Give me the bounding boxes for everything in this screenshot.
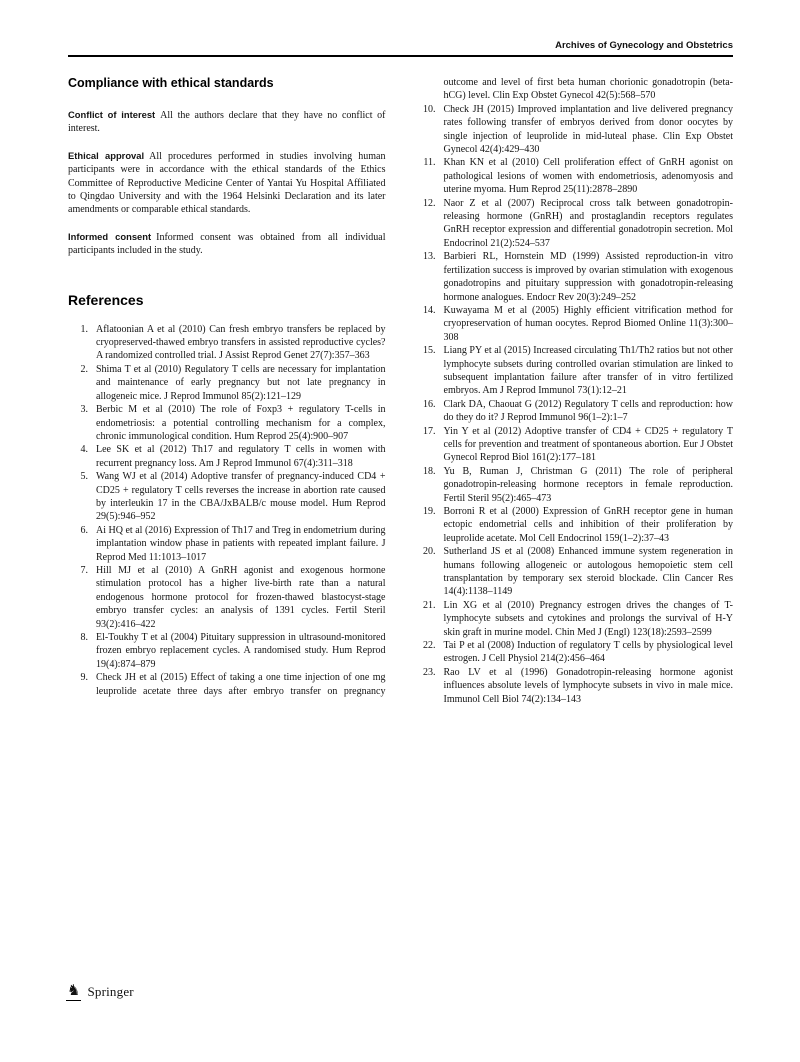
reference-item: Liang PY et al (2015) Increased circulating Th1/Th2 ratios but not other lymphocyte subsets during controlled ovarian stimulation are linked to subsequent implantation failure after transfer of in vitro fertilized embryos. Am J Reprod Immunol 73(1):12–21 [443, 345, 733, 397]
publisher-name: Springer [87, 984, 134, 999]
reference-item: Aflatoonian A et al (2010) Can fresh embryo transfers be replaced by cryopreserved-thawed embryo transfers in assisted reproductive cycles? A randomized controlled trial. J Assist Reprod Genet 27(7):357–363 [96, 323, 386, 362]
conflict-of-interest-text: All the authors declare that they have no conflict of interest. [68, 110, 386, 135]
reference-item: Kuwayama M et al (2005) Highly efficient vitrification method for cryopreservation of human oocytes. Reprod Biomed Online 11(3):300–308 [443, 304, 733, 343]
informed-consent-paragraph [68, 230, 386, 258]
publisher-footer [66, 984, 134, 1001]
reference-item: Check JH et al (2015) Effect of taking a one time injection of one mg leuprolide acetate three days after embryo transfer on pregnancy outcome and level of first beta human chorionic gonadotropin (beta-hCG) level. Clin Exp Obstet Gynecol 42(5):568–570 [96, 77, 733, 697]
ethical-approval-text: All procedures performed in studies involving human participants were in accordance with the ethical standards of the Ethics Committee of Reproductive Medicine Center of Yantai Yu Hospital Affiliated to Qingdao University and with the 1964 Helsinki Declaration and its later amendments or comparable ethical standards. [68, 150, 386, 216]
reference-item: Sutherland JS et al (2008) Enhanced immune system regeneration in humans following allogeneic or autologous hemopoietic stem cell transplantation by temporary sex steroid blockade. Clin Cancer Res 14(4):1138–1149 [443, 546, 733, 598]
reference-item: Barbieri RL, Hornstein MD (1999) Assisted reproduction-in vitro fertilization success is improved by ovarian stimulation with exogenous gonadotropins and pituitary suppression with gonadotropin-releasing hormone analogues. Endocr Rev 20(3):249–252 [443, 251, 733, 303]
informed-consent-text: Informed consent was obtained from all individual participants included in the study. [68, 231, 386, 257]
reference-item: Yu B, Ruman J, Christman G (2011) The role of peripheral gonadotropin-releasing hormone receptors in female reproduction. Fertil Steril 95(2):465–473 [443, 465, 733, 504]
reference-item: Ai HQ et al (2016) Expression of Th17 and Treg in endometrium during implantation window phase in patients with repeated implant failure. J Reprod Med 11:1013–1017 [96, 524, 386, 563]
journal-title: Archives of Gynecology and Obstetrics [555, 40, 733, 51]
reference-item: El-Toukhy T et al (2004) Pituitary suppression in ultrasound-monitored frozen embryo replacement cycles. A randomised study. Hum Reprod 19(4):874–879 [96, 632, 386, 670]
reference-item: Khan KN et al (2010) Cell proliferation effect of GnRH agonist on pathological lesions of women with endometriosis, adenomyosis and uterine myoma. Hum Reprod 25(11):2878–2890 [443, 157, 733, 196]
header-divider [68, 55, 733, 57]
ethical-approval-paragraph [68, 149, 386, 217]
conflict-of-interest-label: Conflict of interest [68, 109, 156, 120]
ethics-section-title: Compliance with ethical standards [68, 76, 274, 90]
reference-item: Shima T et al (2010) Regulatory T cells are necessary for implantation and maintenance of early pregnancy but not late pregnancy in allogeneic mice. J Reprod Immunol 85(2):121–129 [96, 363, 386, 402]
ethical-approval-label: Ethical approval [68, 149, 145, 161]
reference-item: Rao LV et al (1996) Gonadotropin-releasing hormone agonist influences absolute levels of lymphocyte subsets in vivo in male mice. Immunol Cell Biol 74(2):134–143 [443, 666, 733, 705]
reference-item: Naor Z et al (2007) Reciprocal cross talk between gonadotropin-releasing hormone (GnRH) and prostaglandin receptors regulates GnRH receptor expression and differential gonadotropin secretion. Mol Endocrinol 21(2):524–537 [443, 197, 733, 249]
reference-item: Check JH (2015) Improved implantation and live delivered pregnancy rates following transfer of embryos derived from donor oocytes by single injection of leuprolide in mid-luteal phase. Clin Exp Obstet Gynecol 42(4):429–430 [443, 103, 733, 156]
references-section-title: References [68, 291, 144, 308]
running-head [68, 40, 733, 57]
reference-item: Wang WJ et al (2014) Adoptive transfer of pregnancy-induced CD4 + CD25 + regulatory T cells reverses the increase in abortion rate caused by interleukin 17 in the CBA/JxBALB/c mouse model. Hum Reprod 29(5):946–952 [96, 471, 386, 523]
informed-consent-label: Informed consent [68, 230, 152, 242]
springer-horse-icon: ♞ [67, 983, 81, 999]
reference-item: Yin Y et al (2012) Adoptive transfer of CD4 + CD25 + regulatory T cells for prevention and treatment of spontaneous abortion. Eur J Obstet Gynecol Reprod Biol 161(2):177–181 [443, 425, 733, 464]
reference-item: Berbic M et al (2010) The role of Foxp3 + regulatory T-cells in endometriosis: a potential controlling mechanism for a complex, chronic immunological condition. Hum Reprod 25(4):900–907 [96, 404, 386, 442]
reference-item: Lee SK et al (2012) Th17 and regulatory T cells in women with recurrent pregnancy loss. Am J Reprod Immunol 67(4):311–318 [96, 444, 386, 469]
two-column-body [68, 76, 733, 706]
reference-item: Tai P et al (2008) Induction of regulatory T cells by physiological level estrogen. J Cell Physiol 214(2):456–464 [443, 640, 733, 665]
conflict-of-interest-paragraph [68, 108, 386, 136]
reference-item: Borroni R et al (2000) Expression of GnRH receptor gene in human ectopic endometrial cells and inhibition of their proliferation by leuprolide acetate. Mol Cell Endocrinol 159(1–2):37–43 [443, 506, 733, 544]
reference-item: Clark DA, Chaouat G (2012) Regulatory T cells and reproduction: how do they do it? J Reprod Immunol 96(1–2):1–7 [443, 398, 733, 424]
reference-item: Hill MJ et al (2010) A GnRH agonist and exogenous hormone stimulation protocol has a higher live-birth rate than a natural endogenous hormone protocol for frozen-thawed blastocyst-stage embryo transfer cycles: an analysis of 1391 cycles. Fertil Steril 93(2):416–422 [96, 564, 386, 630]
reference-item: Lin XG et al (2010) Pregnancy estrogen drives the changes of T-lymphocyte subsets and cytokines and prolongs the survival of H-Y skin graft in murine model. Chin Med J (Engl) 123(18):2593–2599 [443, 599, 733, 638]
